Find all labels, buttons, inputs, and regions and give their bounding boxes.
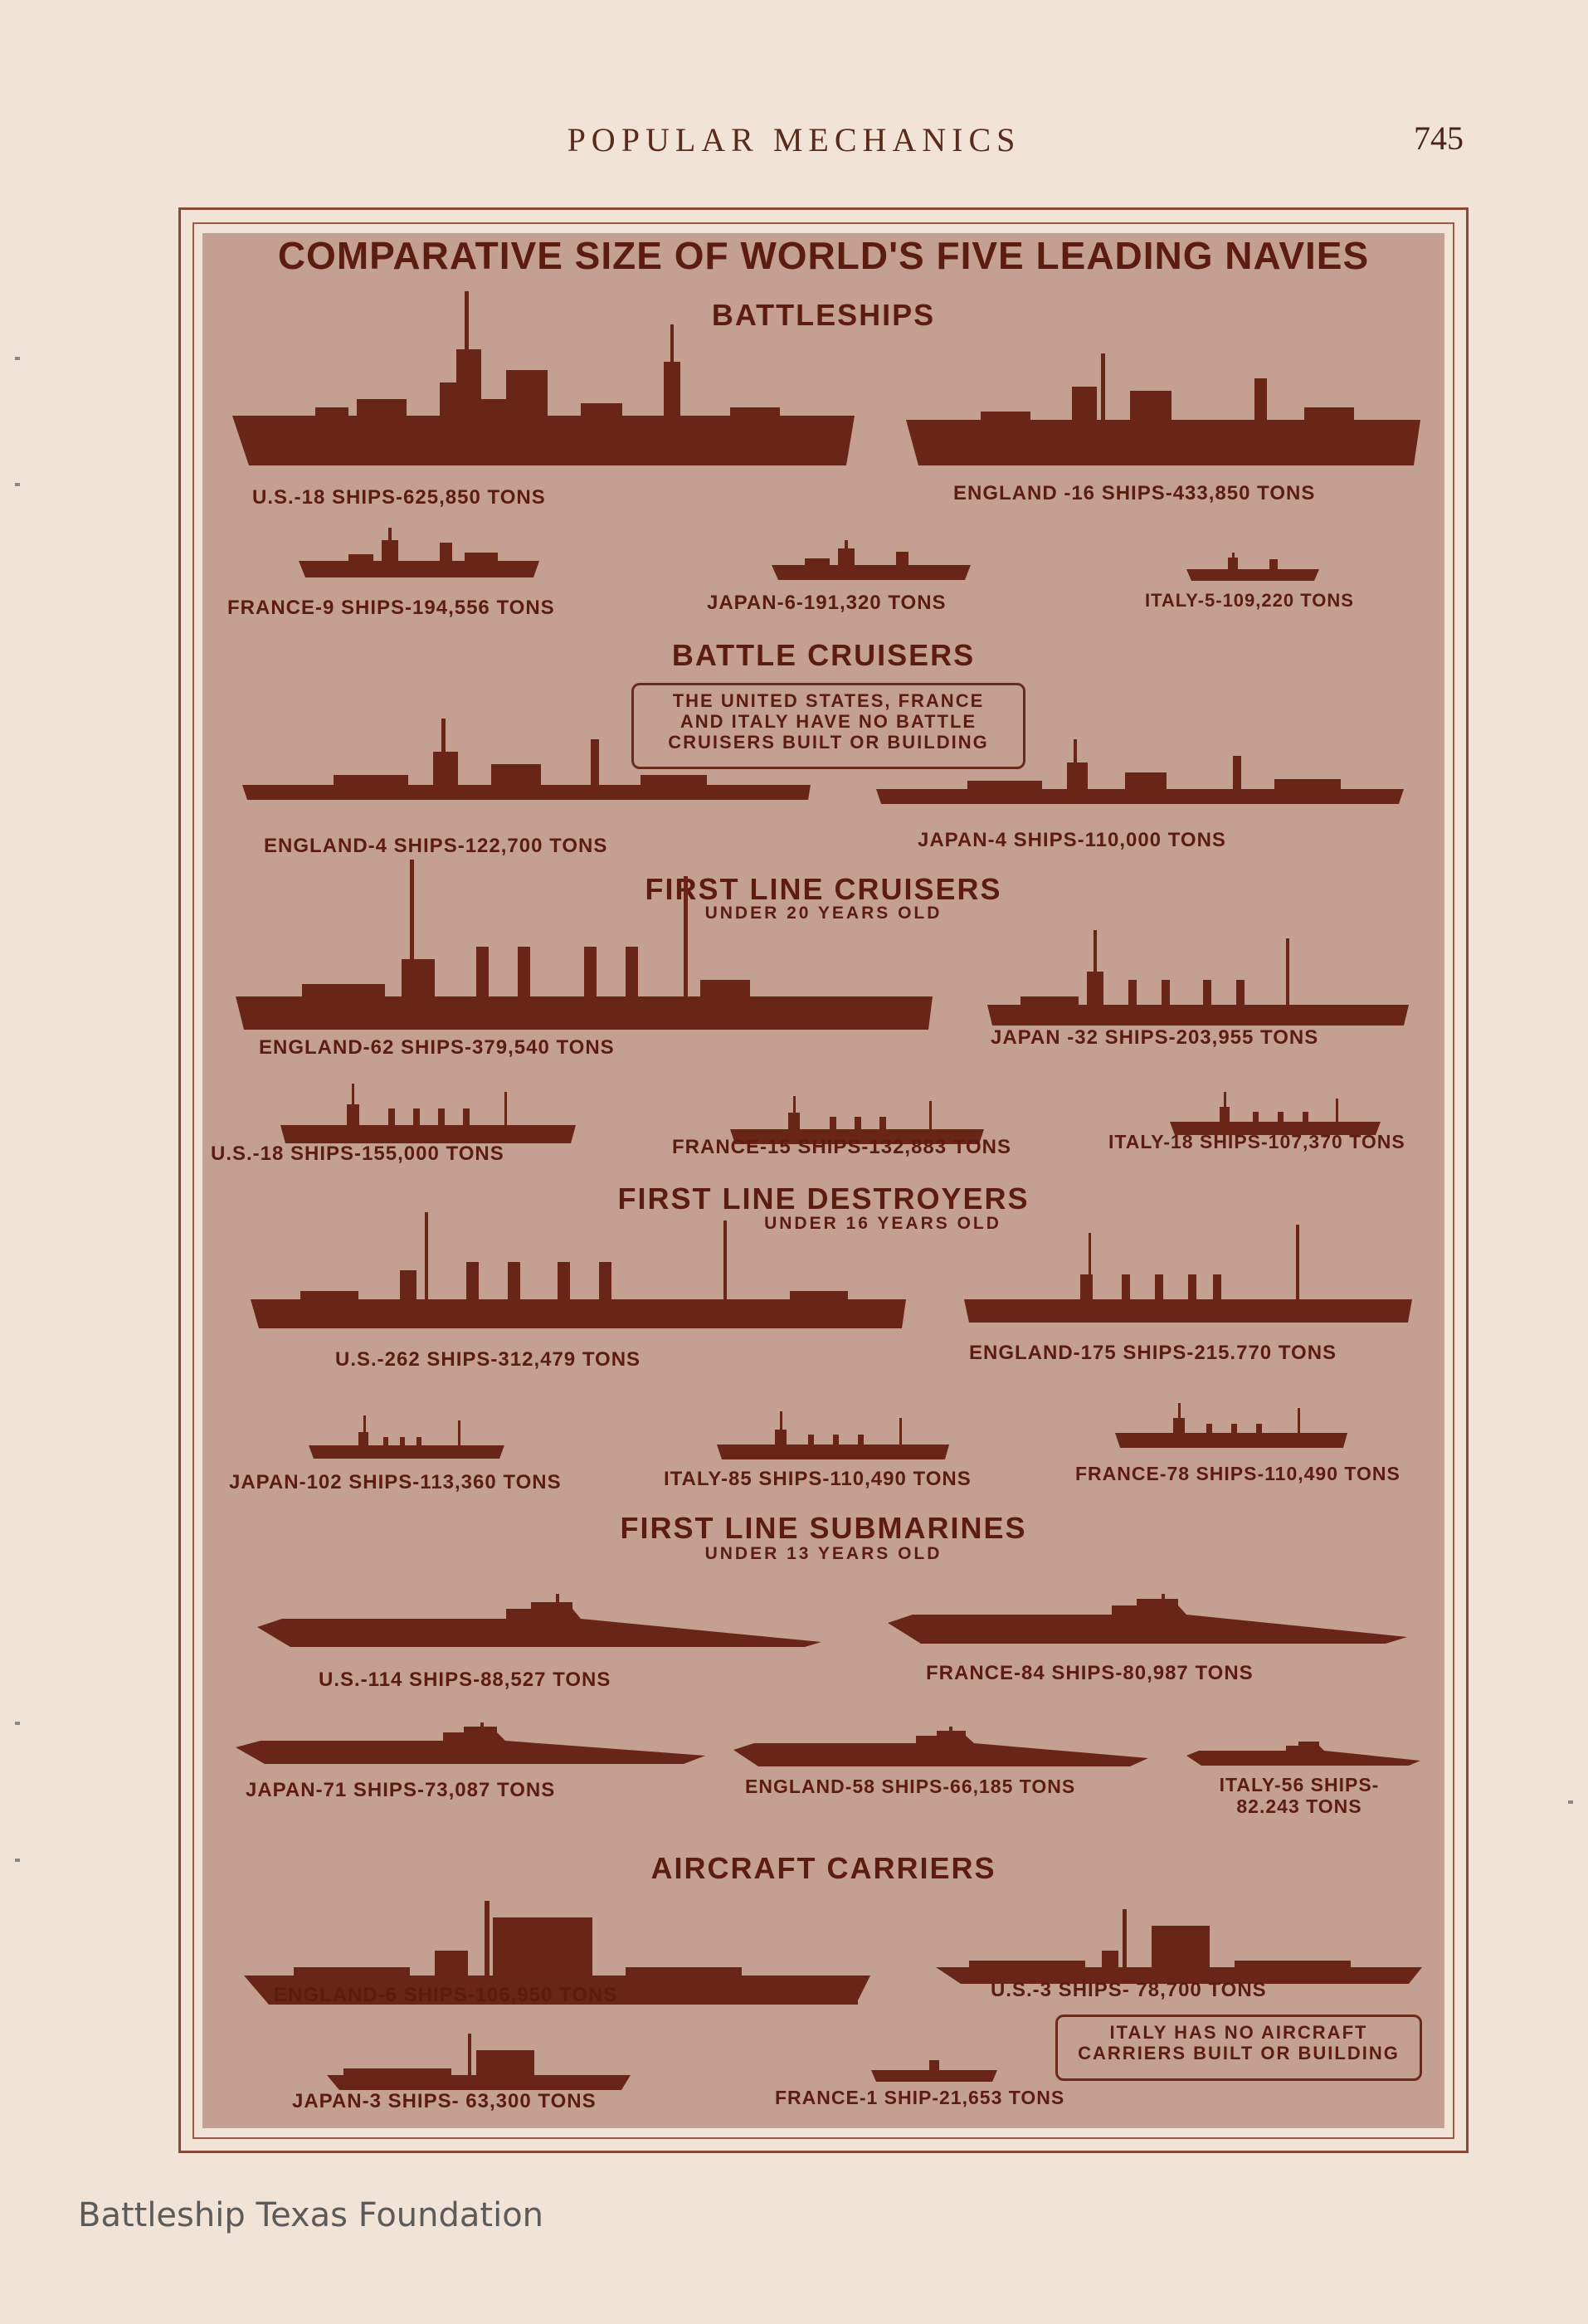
magazine-title: POPULAR MECHANICS [567,121,1021,158]
japan-submarine-silhouette [236,1722,705,1772]
japan-destroyer-silhouette [309,1415,504,1461]
england-battleship-silhouette [906,353,1420,478]
england-destroyer-silhouette [964,1225,1412,1324]
japan-battleship-silhouette [772,540,971,582]
ship-label-england-battle-cruisers: ENGLAND-4 SHIPS-122,700 TONS [264,835,608,857]
ship-label-italy-submarines: ITALY-56 SHIPS- [1219,1774,1380,1795]
illustration-title: COMPARATIVE SIZE OF WORLD'S FIVE LEADING NAVIES [277,234,1370,277]
us-submarine-silhouette [257,1594,821,1660]
carriers-note-line-2: CARRIERS BUILT OR BUILDING [1078,2043,1400,2063]
edge-mark [15,1859,20,1862]
ship-label-japan-battleships: JAPAN-6-191,320 TONS [707,592,947,614]
france-carrier-silhouette [871,2058,997,2083]
submarines-heading: FIRST LINE SUBMARINES [620,1511,1027,1545]
ship-label-us-destroyers: U.S.-262 SHIPS-312,479 TONS [335,1348,641,1371]
edge-mark [15,1722,20,1725]
navies-illustration [202,233,1444,2128]
ship-label-us-submarines: U.S.-114 SHIPS-88,527 TONS [319,1669,611,1691]
ship-label-italy-submarines-tons: 82.243 TONS [1236,1795,1362,1817]
ship-label-us-carriers: U.S.-3 SHIPS- 78,700 TONS [991,1979,1267,2001]
england-submarine-silhouette [733,1727,1148,1772]
france-destroyer-silhouette [1115,1403,1347,1449]
edge-mark [1568,1800,1573,1804]
italy-destroyer-silhouette [717,1411,949,1461]
ship-label-italy-battleships: ITALY-5-109,220 TONS [1145,590,1354,611]
ship-label-us-cruisers: U.S.-18 SHIPS-155,000 TONS [211,1143,504,1165]
page-number: 745 [1414,119,1464,157]
ship-label-france-destroyers: FRANCE-78 SHIPS-110,490 TONS [1075,1463,1400,1484]
submarines-subheading: UNDER 13 YEARS OLD [704,1544,943,1563]
ship-label-france-cruisers: FRANCE-15 SHIPS-132,883 TONS [672,1136,1012,1158]
ship-label-england-cruisers: ENGLAND-62 SHIPS-379,540 TONS [259,1036,615,1059]
italy-battleship-silhouette [1186,553,1319,582]
ship-label-japan-cruisers: JAPAN -32 SHIPS-203,955 TONS [991,1026,1319,1049]
ship-label-england-carriers: ENGLAND-6 SHIPS-106,950 TONS [274,1984,618,2006]
page-header [0,120,1588,170]
ship-label-japan-submarines: JAPAN-71 SHIPS-73,087 TONS [246,1779,556,1801]
ship-label-england-battleships: ENGLAND -16 SHIPS-433,850 TONS [953,482,1316,504]
ship-label-france-battleships: FRANCE-9 SHIPS-194,556 TONS [227,597,555,619]
ship-label-japan-carriers: JAPAN-3 SHIPS- 63,300 TONS [292,2090,597,2112]
carriers-note-line-1: ITALY HAS NO AIRCRAFT [1109,2022,1368,2043]
battleships-heading: BATTLESHIPS [711,298,936,332]
battle-cruisers-note-line-2: AND ITALY HAVE NO BATTLE [680,711,977,732]
japan-battle-cruiser-silhouette [876,739,1404,806]
aircraft-carriers-heading: AIRCRAFT CARRIERS [650,1851,996,1885]
us-cruiser-silhouette [280,1084,576,1146]
carriers-note [1055,2015,1422,2081]
italy-submarine-silhouette [1186,1739,1420,1772]
us-battleship-silhouette [232,291,855,474]
ship-label-england-destroyers: ENGLAND-175 SHIPS-215.770 TONS [969,1342,1337,1364]
battle-cruisers-note-line-3: CRUISERS BUILT OR BUILDING [668,732,989,753]
ship-label-italy-destroyers: ITALY-85 SHIPS-110,490 TONS [664,1468,972,1490]
edge-mark [15,483,20,486]
ship-label-italy-cruisers: ITALY-18 SHIPS-107,370 TONS [1108,1131,1405,1152]
ship-label-france-carriers: FRANCE-1 SHIP-21,653 TONS [775,2087,1065,2108]
france-battleship-silhouette [299,528,539,582]
japan-carrier-silhouette [327,2034,631,2096]
france-submarine-silhouette [888,1594,1407,1656]
edge-mark [15,357,20,360]
us-destroyer-silhouette [251,1212,906,1333]
destroyers-heading: FIRST LINE DESTROYERS [617,1181,1030,1216]
watermark: Battleship Texas Foundation [78,2196,544,2234]
japan-cruiser-silhouette [987,930,1409,1030]
england-cruiser-silhouette [236,860,933,1042]
destroyers-subheading: UNDER 16 YEARS OLD [764,1214,1001,1233]
cruisers-heading: FIRST LINE CRUISERS [645,872,1002,906]
england-battle-cruiser-silhouette [242,719,811,801]
cruisers-subheading: UNDER 20 YEARS OLD [704,904,943,923]
ship-label-france-submarines: FRANCE-84 SHIPS-80,987 TONS [926,1662,1254,1684]
battle-cruisers-note-line-1: THE UNITED STATES, FRANCE [672,690,985,711]
ship-label-japan-battle-cruisers: JAPAN-4 SHIPS-110,000 TONS [918,829,1226,851]
ship-label-england-submarines: ENGLAND-58 SHIPS-66,185 TONS [745,1776,1076,1797]
battle-cruisers-heading: BATTLE CRUISERS [671,638,976,672]
ship-label-japan-destroyers: JAPAN-102 SHIPS-113,360 TONS [229,1471,562,1493]
ship-label-us-battleships: U.S.-18 SHIPS-625,850 TONS [252,486,546,509]
